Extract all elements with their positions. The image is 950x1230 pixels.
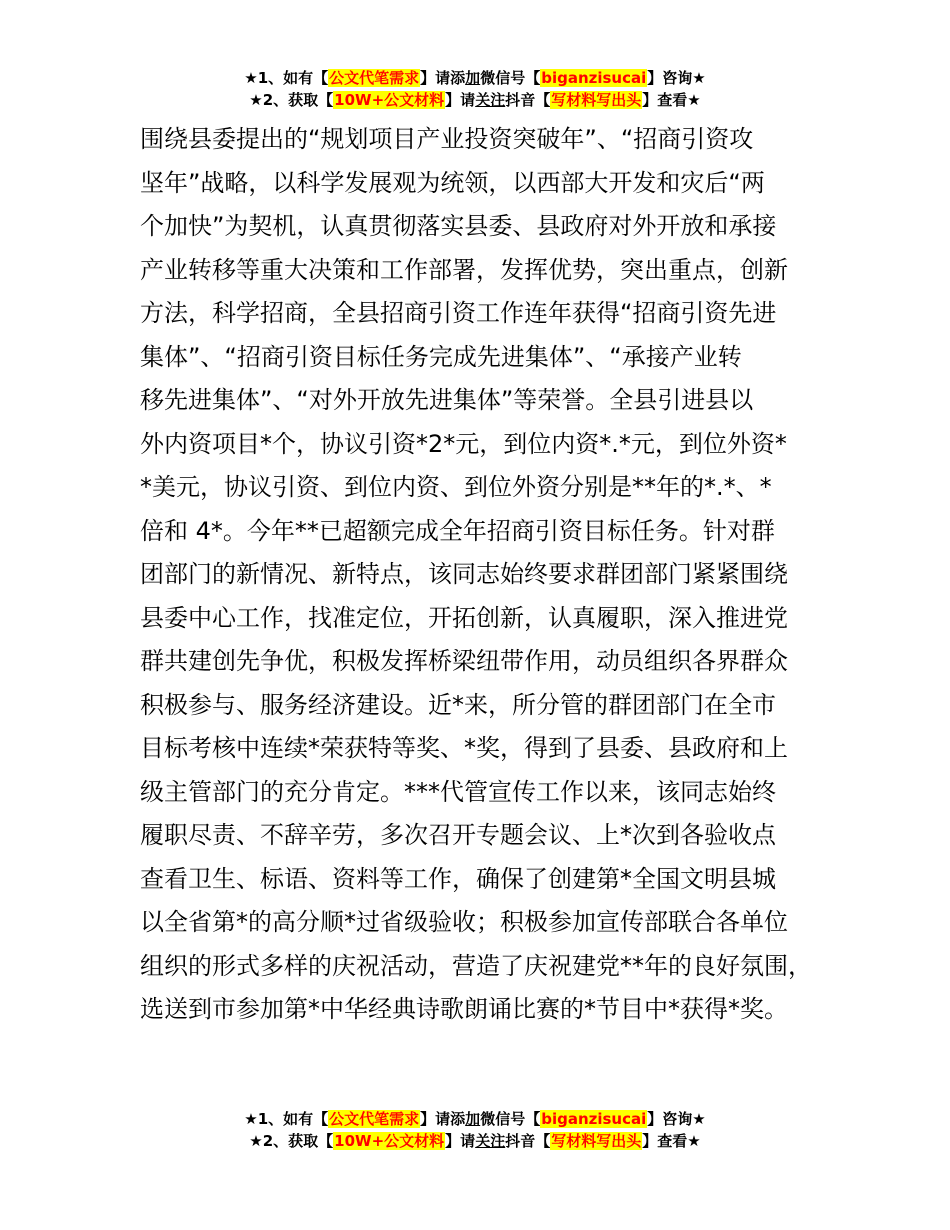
body-line: 个加快”为契机，认真贯彻落实县委、县政府对外开放和承接 [140,212,777,240]
body-line: 积极参与、服务经济建设。近*来，所分管的群团部门在全市 [140,690,776,719]
promo-text: 微信号【 [480,1110,541,1128]
promo-header-top [0,67,950,111]
promo-text: 微信号【 [480,69,541,87]
promo-text: 】查看 [642,91,688,109]
promo-highlight: 公文代笔需求 [329,1110,420,1128]
star-icon: ★ [249,1132,263,1150]
body-line: 查看卫生、标语、资料等工作，确保了创建第*全国文明县城 [140,864,776,893]
promo-text: 抖音【 [505,91,551,109]
star-icon: ★ [687,91,701,109]
body-line: 目标考核中连续*荣获特等奖、*奖，得到了县委、县政府和上 [140,734,788,762]
body-line: 县委中心工作，找准定位，开拓创新，认真履职，深入推进党 [140,603,788,632]
promo-text: 1、如有【 [257,69,329,87]
promo-line-2 [0,89,950,111]
promo-highlight: 10W+公文材料 [334,1132,445,1150]
promo-underlined-text: 加 [465,69,481,87]
promo-text: 】请添 [420,69,466,87]
body-line: 履职尽责、不辞辛劳，多次召开专题会议、上*次到各验收点 [140,821,776,849]
promo-footer-bottom [0,1108,950,1152]
body-line: 围绕县委提出的“规划项目产业投资突破年”、“招商引资攻 [140,125,754,153]
body-line: 集体”、“招商引资目标任务完成先进集体”、“承接产业转 [140,342,742,371]
body-line: 方法，科学招商，全县招商引资工作连年获得“招商引资先进 [140,299,777,327]
document-body [140,118,830,1032]
promo-highlight: 公文代笔需求 [329,69,420,87]
body-line: 产业转移等重大决策和工作部署，发挥优势，突出重点，创新 [140,255,788,284]
promo-highlight: 10W+公文材料 [334,91,445,109]
star-icon: ★ [244,1110,258,1128]
body-line: 群共建创先争优，积极发挥桥梁纽带作用，动员组织各界群众 [140,647,788,675]
promo-text: 】咨询 [647,1110,693,1128]
promo-text: 】查看 [642,1132,688,1150]
promo-text: 】请添 [420,1110,466,1128]
promo-text: 】请 [445,91,476,109]
promo-text: 】请 [445,1132,476,1150]
body-line: 组织的形式多样的庆祝活动，营造了庆祝建党**年的良好氛围， [140,951,812,980]
promo-text: 抖音【 [505,1132,551,1150]
promo-douyin-name: 写材料写出头 [551,91,642,109]
star-icon: ★ [244,69,258,87]
body-line: 外内资项目*个，协议引资*2*元，到位内资*.*元，到位外资* [140,429,787,458]
star-icon: ★ [692,1110,706,1128]
body-line: 坚年”战略，以科学发展观为统领，以西部大开发和灾后“两 [140,168,765,197]
promo-line-1 [0,1108,950,1130]
body-line: *美元，协议引资、到位内资、到位外资分别是**年的*.*、* [140,473,772,501]
promo-wechat-id: biganzisucai [541,69,647,87]
body-line: 团部门的新情况、新特点，该同志始终要求群团部门紧紧围绕 [140,560,788,588]
promo-wechat-id: biganzisucai [541,1110,647,1128]
body-line: 倍和 4*。今年**已超额完成全年招商引资目标任务。针对群 [140,516,775,545]
body-line: 级主管部门的充分肯定。***代管宣传工作以来，该同志始终 [140,777,776,806]
body-line: 选送到市参加第*中华经典诗歌朗诵比赛的*节目中*获得*奖。 [140,995,788,1023]
promo-douyin-name: 写材料写出头 [551,1132,642,1150]
body-line: 以全省第*的高分顺*过省级验收；积极参加宣传部联合各单位 [140,908,788,936]
promo-line-1 [0,67,950,89]
promo-text: 2、获取【 [262,1132,334,1150]
promo-text: 2、获取【 [262,91,334,109]
promo-underlined-text: 加 [465,1110,481,1128]
star-icon: ★ [687,1132,701,1150]
promo-underlined-text: 关注 [475,91,506,109]
star-icon: ★ [692,69,706,87]
promo-underlined-text: 关注 [475,1132,506,1150]
promo-line-2 [0,1130,950,1152]
star-icon: ★ [249,91,263,109]
promo-text: 】咨询 [647,69,693,87]
body-line: 移先进集体”、“对外开放先进集体”等荣誉。全县引进县以 [140,386,754,414]
promo-text: 1、如有【 [257,1110,329,1128]
